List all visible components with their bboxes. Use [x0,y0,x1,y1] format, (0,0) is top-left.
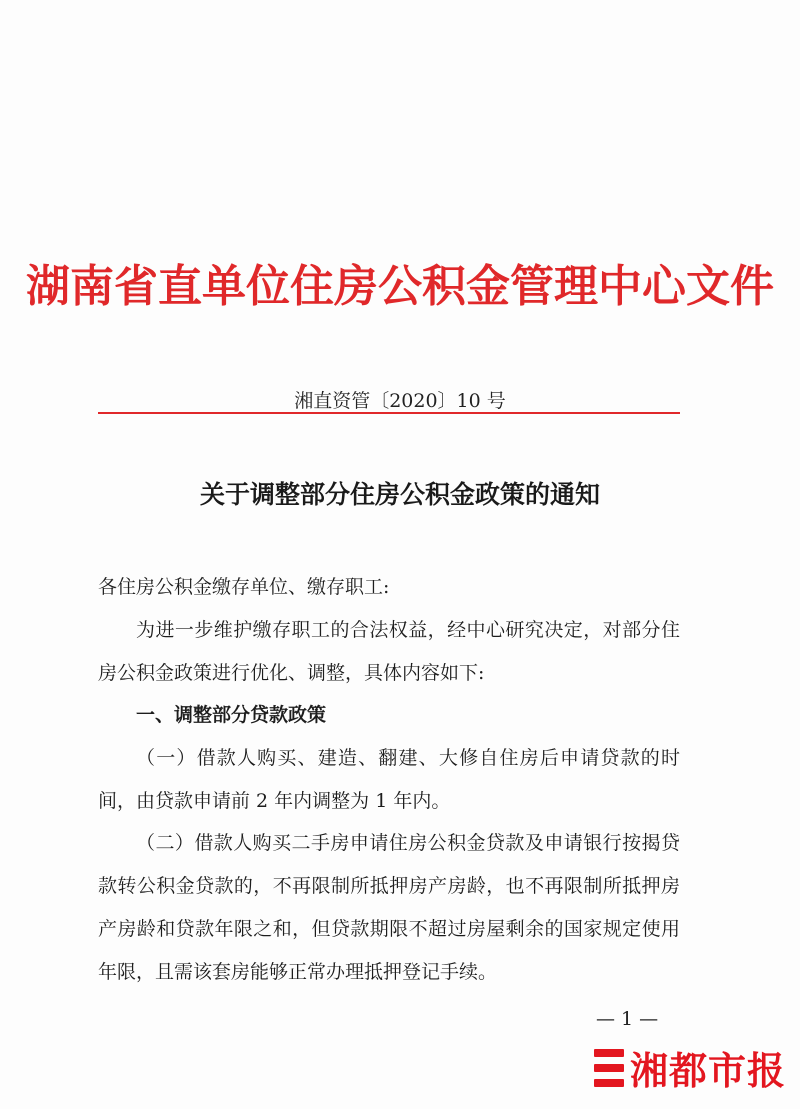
watermark-text: 湘都市报 [629,1049,786,1093]
newspaper-watermark [594,1040,786,1095]
policy-item-2: （二）借款人购买二手房申请住房公积金贷款及申请银行按揭贷款转公积金贷款的，不再限制所抵押房产房龄，也不再限制所抵押房产房龄和贷款年限之和，但贷款期限不超过房屋剩余的国家规定使用年限，且需该套房能够正常办理抵押登记手续。 [98,832,680,983]
section-heading: 一、调整部分贷款政策 [136,704,327,726]
document-header-title: 湖南省直单位住房公积金管理中心文件 [26,261,774,312]
notice-title: 关于调整部分住房公积金政策的通知 [199,480,600,509]
red-divider-line [98,412,680,414]
policy-item-1: （一）借款人购买、建造、翻建、大修自住房后申请贷款的时间，由贷款申请前 2 年内调整为 1 年内。 [98,747,680,812]
intro-paragraph: 为进一步维护缴存职工的合法权益，经中心研究决定，对部分住房公积金政策进行优化、调整，具体内容如下: [98,619,680,684]
page-number: — 1 — [596,1008,659,1030]
three-bars-logo-icon [594,1049,624,1087]
salutation: 各住房公积金缴存单位、缴存职工: [98,576,390,598]
document-number: 湘直资管〔2020〕10 号 [294,390,506,412]
